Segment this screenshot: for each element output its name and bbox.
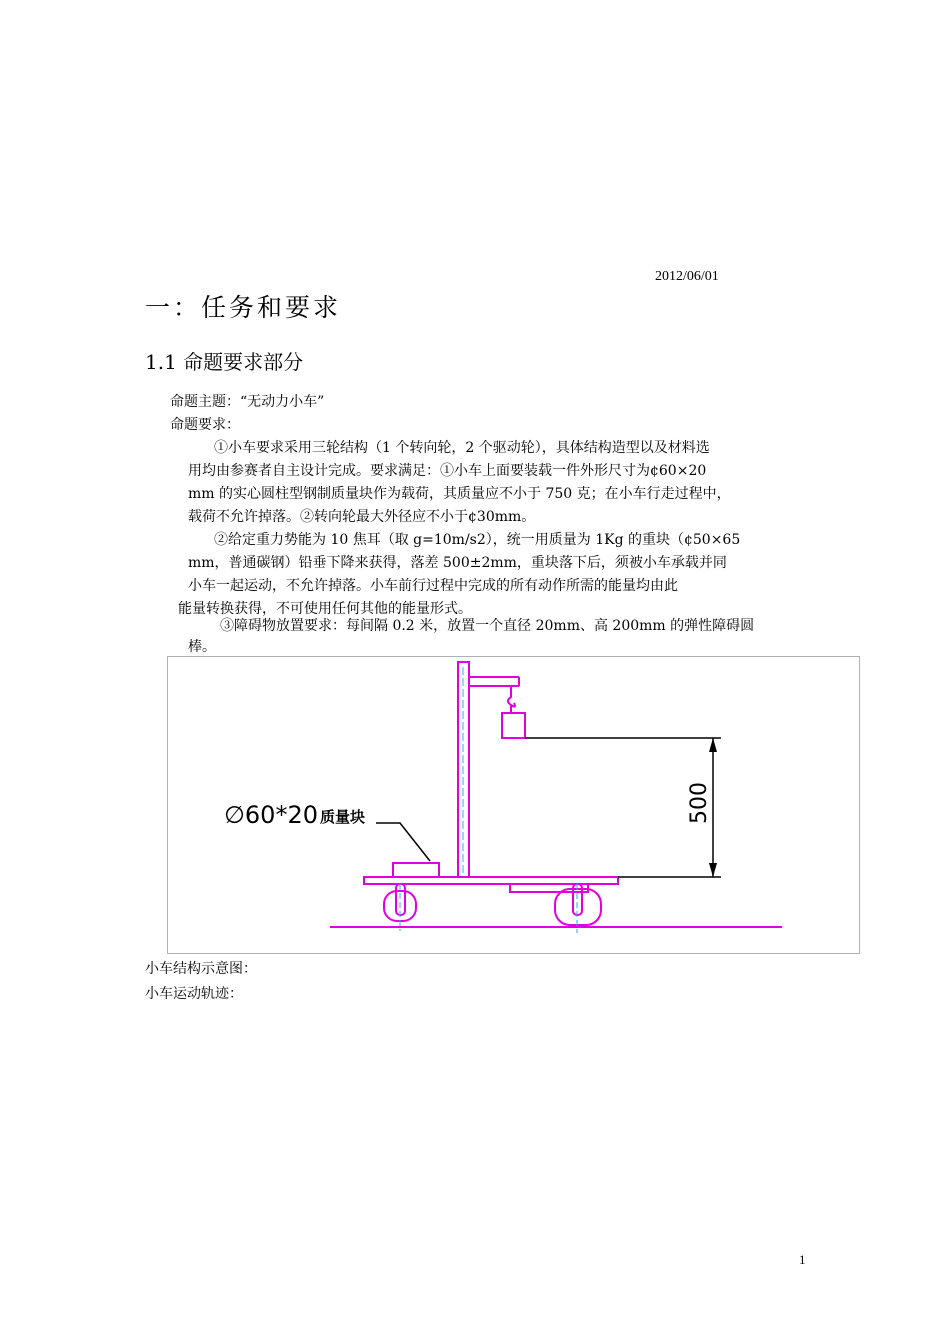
req3-line2: 棒。: [188, 639, 216, 655]
subsection-heading: 1.1 命题要求部分: [145, 350, 304, 374]
req2-line3: 小车一起运动，不允许掉落。小车前行过程中完成的所有动作所需的能量均由此: [188, 578, 678, 594]
requirements-label: 命题要求：: [170, 417, 240, 433]
req3-line1: ③障碍物放置要求：每间隔 0.2 米，放置一个直径 20mm、高 200mm 的弹性障碍圆: [220, 618, 755, 634]
hook: [508, 686, 515, 707]
req2-line1: ②给定重力势能为 10 焦耳（取 g=10m/s2），统一用质量为 1Kg 的重块（¢50×65: [214, 532, 741, 548]
mass-block: [393, 863, 439, 877]
cart-deck: [364, 877, 618, 884]
page-number: 1: [799, 1252, 806, 1267]
req2-line2: mm，普通碳钢）铅垂下降来获得，落差 500±2mm，重块落下后，须被小车承载并同: [188, 555, 727, 571]
left-wheel: [384, 884, 416, 931]
req2-line4: 能量转换获得，不可使用任何其他的能量形式。: [178, 601, 472, 617]
req1-line1: ①小车要求采用三轮结构（1 个转向轮，2 个驱动轮），具体结构造型以及材料选: [214, 440, 710, 456]
structure-caption: 小车结构示意图：: [145, 961, 257, 977]
req1-line4: 载荷不允许掉落。②转向轮最大外径应不小于¢30mm。: [188, 509, 536, 525]
document-date: 2012/06/01: [655, 269, 719, 284]
section-heading: 一：任务和要求: [145, 293, 342, 322]
dimension-value: 500: [687, 782, 712, 824]
cart-structure-diagram: [167, 656, 860, 954]
mass-label-cn: 质量块: [320, 808, 366, 826]
hanging-weight: [502, 713, 525, 738]
req1-line3: mm 的实心圆柱型钢制质量块作为载荷，其质量应不小于 750 克；在小车行走过程中，: [188, 486, 731, 502]
trajectory-caption: 小车运动轨迹：: [145, 986, 243, 1002]
leader-line: [376, 823, 430, 861]
req1-line2: 用均由参赛者自主设计完成。要求满足：①小车上面要装载一件外形尺寸为¢60×20: [188, 463, 707, 479]
theme-line: 命题主题：“无动力小车”: [170, 394, 325, 410]
mass-label: ∅60*20: [224, 801, 318, 829]
